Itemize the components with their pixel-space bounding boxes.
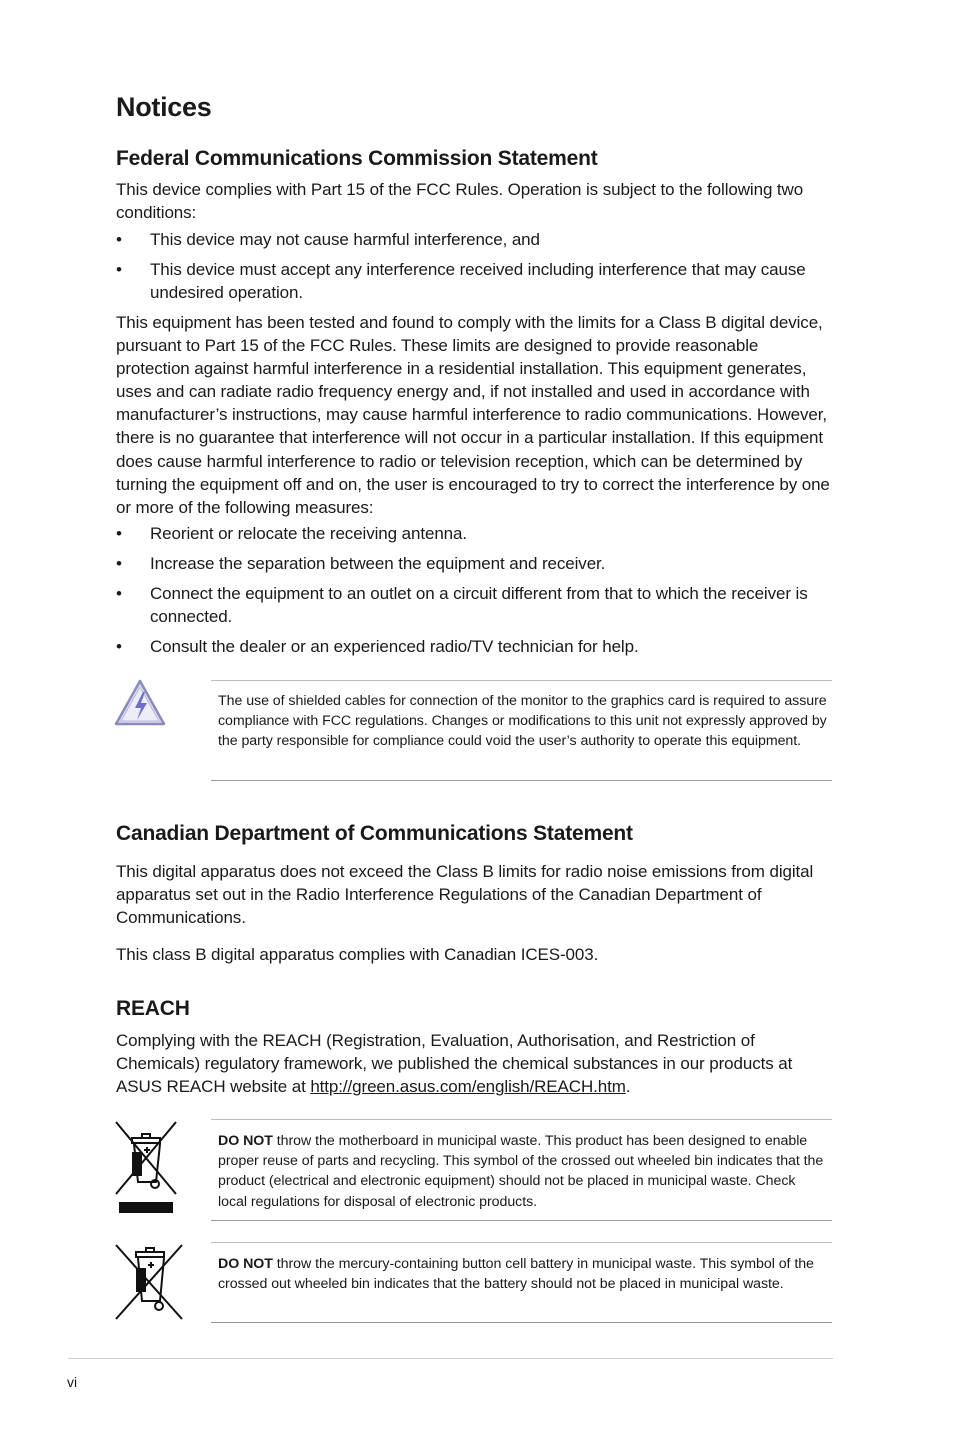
page-number: vi [67,1374,78,1390]
lightning-warning-icon [113,678,167,728]
page-title: Notices [116,92,212,122]
fcc-note: The use of shielded cables for connection of the monitor to the graphics card is required to assure compliance with FCC regulations. Changes or modifications to this unit not expressly approved by the party responsible for compliance could void the user’s authority to operate this equipment. [211,680,832,781]
weee-note-battery: DO NOT throw the mercury-containing button cell battery in municipal waste. This symbol of the crossed out wheeled bin indicates that the battery should not be placed in municipal waste. [211,1242,832,1323]
canada-para2: This class B digital apparatus complies with Canadian ICES-003. [116,945,599,964]
reach-link[interactable]: http://green.asus.com/english/REACH.htm [310,1077,626,1097]
fcc-intro: This device complies with Part 15 of the FCC Rules. Operation is subject to the following two conditions: [116,180,804,223]
fcc-heading: Federal Communications Commission Statement [116,147,598,170]
canada-heading: Canadian Department of Communications Statement [116,822,633,845]
crossed-out-wheeled-bin-icon [114,1243,184,1321]
reach-heading: REACH [116,997,190,1020]
crossed-out-wheeled-bin-icon [114,1120,178,1216]
weee-note-motherboard: DO NOT throw the motherboard in municipal waste. This product has been designed to enable proper reuse of parts and recycling. This symbol of the crossed out wheeled bin indicates that the product (electrical and electronic equipment) should not be placed in municipal waste. Check local regulations for disposal of electronic products. [211,1119,832,1221]
footer-divider [68,1358,833,1359]
fcc-body: This equipment has been tested and found to comply with the limits for a Class B digital device, pursuant to Part 15 of the FCC Rules. These limits are designed to provide reasonable protection against harmful interference in a residential installation. This equipment generates, uses and can radiate radio frequency energy and, if not installed and used in accordance with manufacturer’s instructions, may cause harmful interference to radio communications. However, there is no guarantee that interference will not occur in a particular installation. If this equipment does cause harmful interference to radio or television reception, which can be determined by turning the equipment off and on, the user is encouraged to try to correct the interference by one or more of the following measures: [116,313,830,517]
canada-para1: This digital apparatus does not exceed the Class B limits for radio noise emissions from digital apparatus set out in the Radio Interference Regulations of the Canadian Department of Communications. [116,862,814,928]
reach-para: Complying with the REACH (Registration, Evaluation, Authorisation, and Restriction of Chemicals) regulatory framework, we published the chemical substances in our products at ASUS REACH website at http://green.asus.com/english/REACH.htm. [116,1031,793,1097]
